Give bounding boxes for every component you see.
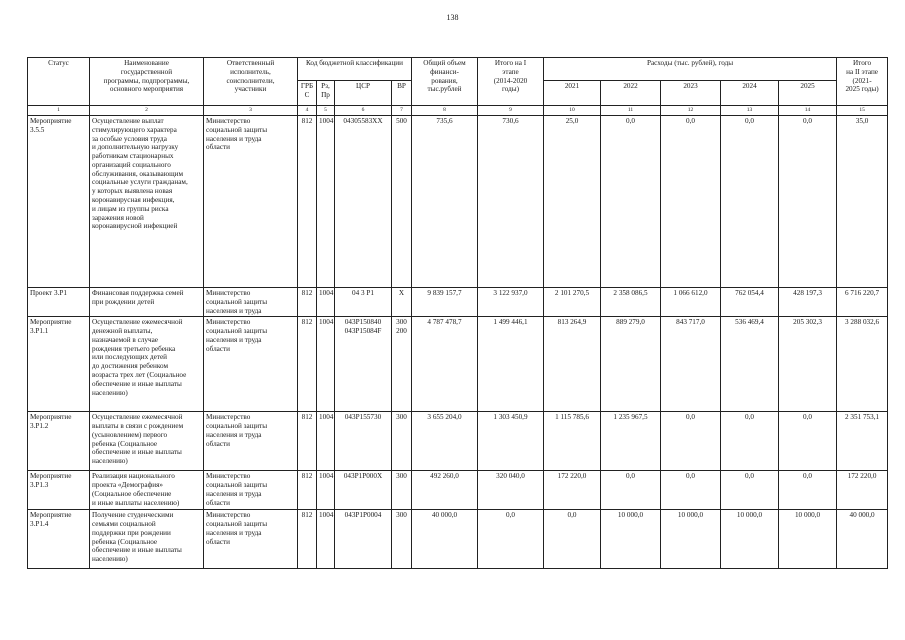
column-number: 6 — [335, 106, 392, 116]
cell-2021: 0,0 — [544, 510, 601, 569]
header-rz: Рз, Пр — [317, 81, 335, 106]
column-number: 12 — [661, 106, 721, 116]
cell-2025: 205 302,3 — [779, 317, 837, 412]
cell-2024: 10 000,0 — [721, 510, 779, 569]
header-row-1 — [28, 58, 888, 81]
cell-rz: 1004 — [317, 116, 335, 288]
column-number-row — [28, 106, 888, 116]
cell-total: 3 655 204,0 — [412, 412, 478, 471]
cell-grbs: 812 — [298, 471, 317, 510]
cell-name: Осуществление ежемесячной выплаты в связи с рождением (усыновлением) первого ребенка (Социальное обеспечение и иные выплаты населению) — [90, 412, 204, 471]
cell-2023: 10 000,0 — [661, 510, 721, 569]
cell-csr: 04305583ХХ — [335, 116, 392, 288]
header-vr: ВР — [392, 81, 412, 106]
column-number: 11 — [601, 106, 661, 116]
cell-grbs: 812 — [298, 288, 317, 317]
cell-grbs: 812 — [298, 317, 317, 412]
cell-2024: 0,0 — [721, 471, 779, 510]
table-row — [28, 412, 888, 471]
cell-total: 40 000,0 — [412, 510, 478, 569]
column-number: 13 — [721, 106, 779, 116]
header-status: Статус — [28, 58, 90, 106]
cell-csr: 043Р1Р000Х — [335, 471, 392, 510]
header-budget-code: Код бюджетной классификации — [298, 58, 412, 81]
header-name: Наименование государственной программы, подпрограммы, основного мероприятия — [90, 58, 204, 106]
page-number: 138 — [446, 13, 459, 22]
cell-status: Мероприятие 3.Р1.3 — [28, 471, 90, 510]
cell-2025: 0,0 — [779, 116, 837, 288]
cell-name: Получение студенческими семьями социальной поддержки при рождении ребенка (Социальное обеспечение и иные выплаты населению) — [90, 510, 204, 569]
cell-stage2: 2 351 753,1 — [837, 412, 888, 471]
cell-2023: 1 066 612,0 — [661, 288, 721, 317]
cell-grbs: 812 — [298, 412, 317, 471]
cell-total: 4 787 478,7 — [412, 317, 478, 412]
cell-responsible: Министерство социальной защиты населения и труда области — [204, 317, 298, 412]
cell-name: Осуществление ежемесячной денежной выплаты, назначаемой в случае рождения третьего ребенка или последующих детей до достижения ребенком возраста трех лет (Социальное обеспечение и иные выплаты населению) — [90, 317, 204, 412]
cell-vr: 500 — [392, 116, 412, 288]
column-number: 10 — [544, 106, 601, 116]
cell-2024: 0,0 — [721, 412, 779, 471]
column-number: 9 — [478, 106, 544, 116]
cell-vr: Х — [392, 288, 412, 317]
cell-2023: 0,0 — [661, 116, 721, 288]
budget-table — [27, 57, 888, 569]
cell-rz: 1004 — [317, 412, 335, 471]
cell-2024: 536 469,4 — [721, 317, 779, 412]
header-total-volume: Общий объем финанси- рования, тыс.рублей — [412, 58, 478, 106]
cell-2021: 25,0 — [544, 116, 601, 288]
cell-2025: 0,0 — [779, 412, 837, 471]
column-number: 3 — [204, 106, 298, 116]
cell-stage2: 3 288 032,6 — [837, 317, 888, 412]
header-year-2025: 2025 — [779, 81, 837, 106]
header-grbs: ГРБ С — [298, 81, 317, 106]
cell-2021: 813 264,9 — [544, 317, 601, 412]
cell-total: 735,6 — [412, 116, 478, 288]
cell-responsible: Министерство социальной защиты населения и труда области — [204, 116, 298, 288]
cell-stage2: 172 220,0 — [837, 471, 888, 510]
header-responsible: Ответственный исполнитель, соисполнители, участники — [204, 58, 298, 106]
cell-csr: 043Р1Р0004 — [335, 510, 392, 569]
column-number: 2 — [90, 106, 204, 116]
cell-total: 492 260,0 — [412, 471, 478, 510]
cell-2022: 0,0 — [601, 471, 661, 510]
cell-stage1: 1 303 450,9 — [478, 412, 544, 471]
header-stage1: Итого на I этапе (2014-2020 годы) — [478, 58, 544, 106]
cell-2025: 0,0 — [779, 471, 837, 510]
cell-status: Мероприятие 3.Р1.4 — [28, 510, 90, 569]
cell-vr: 300 200 — [392, 317, 412, 412]
cell-stage2: 6 716 220,7 — [837, 288, 888, 317]
cell-vr: 300 — [392, 510, 412, 569]
cell-stage1: 1 499 446,1 — [478, 317, 544, 412]
header-expenses: Расходы (тыс. рублей), годы — [544, 58, 837, 81]
cell-status: Мероприятие 3.5.5 — [28, 116, 90, 288]
cell-rz: 1004 — [317, 288, 335, 317]
header-year-2022: 2022 — [601, 81, 661, 106]
column-number: 15 — [837, 106, 888, 116]
cell-vr: 300 — [392, 412, 412, 471]
cell-stage1: 0,0 — [478, 510, 544, 569]
cell-csr: 04 3 Р1 — [335, 288, 392, 317]
cell-name: Реализация национального проекта «Демография» (Социальное обеспечение и иные выплаты населению) — [90, 471, 204, 510]
table-row — [28, 317, 888, 412]
cell-rz: 1004 — [317, 510, 335, 569]
column-number: 8 — [412, 106, 478, 116]
cell-vr: 300 — [392, 471, 412, 510]
cell-total: 9 839 157,7 — [412, 288, 478, 317]
cell-stage1: 730,6 — [478, 116, 544, 288]
cell-stage1: 3 122 937,0 — [478, 288, 544, 317]
column-number: 7 — [392, 106, 412, 116]
column-number: 1 — [28, 106, 90, 116]
cell-2024: 0,0 — [721, 116, 779, 288]
table-row — [28, 471, 888, 510]
cell-2022: 889 279,0 — [601, 317, 661, 412]
cell-2025: 428 197,3 — [779, 288, 837, 317]
header-year-2024: 2024 — [721, 81, 779, 106]
column-number: 4 — [298, 106, 317, 116]
cell-name: Финансовая поддержка семей при рождении детей — [90, 288, 204, 317]
cell-stage2: 35,0 — [837, 116, 888, 288]
cell-stage2: 40 000,0 — [837, 510, 888, 569]
cell-2022: 2 358 086,5 — [601, 288, 661, 317]
header-year-2023: 2023 — [661, 81, 721, 106]
cell-2022: 1 235 967,5 — [601, 412, 661, 471]
table-row — [28, 116, 888, 288]
cell-responsible: Министерство социальной защиты населения и труда области — [204, 510, 298, 569]
cell-2024: 762 054,4 — [721, 288, 779, 317]
cell-responsible: Министерство социальной защиты населения и труда области — [204, 471, 298, 510]
cell-rz: 1004 — [317, 471, 335, 510]
cell-2021: 1 115 785,6 — [544, 412, 601, 471]
cell-name: Осуществление выплат стимулирующего характера за особые условия труда и дополнительную нагрузку работникам стационарных организаций социального обслуживания, оказывающим социальные услуги гражданам, у которых выявлена новая коронавирусная инфекция, и лицам из группы риска заражения новой коронавирусной инфекцией — [90, 116, 204, 288]
cell-2023: 0,0 — [661, 471, 721, 510]
cell-csr: 043Р155730 — [335, 412, 392, 471]
cell-2023: 843 717,0 — [661, 317, 721, 412]
cell-2025: 10 000,0 — [779, 510, 837, 569]
cell-responsible: Министерство социальной защиты населения и труда — [204, 288, 298, 317]
cell-responsible: Министерство социальной защиты населения и труда области — [204, 412, 298, 471]
cell-csr: 043Р150840 043Р15084F — [335, 317, 392, 412]
cell-status: Мероприятие 3.Р1.1 — [28, 317, 90, 412]
table-row — [28, 288, 888, 317]
cell-stage1: 320 040,0 — [478, 471, 544, 510]
column-number: 14 — [779, 106, 837, 116]
table-row — [28, 510, 888, 569]
column-number: 5 — [317, 106, 335, 116]
header-year-2021: 2021 — [544, 81, 601, 106]
cell-2022: 0,0 — [601, 116, 661, 288]
cell-2022: 10 000,0 — [601, 510, 661, 569]
cell-2021: 172 220,0 — [544, 471, 601, 510]
cell-grbs: 812 — [298, 510, 317, 569]
cell-grbs: 812 — [298, 116, 317, 288]
header-csr: ЦСР — [335, 81, 392, 106]
cell-2023: 0,0 — [661, 412, 721, 471]
cell-status: Проект 3.Р1 — [28, 288, 90, 317]
cell-status: Мероприятие 3.Р1.2 — [28, 412, 90, 471]
header-stage2: Итого на II этапе (2021- 2025 годы) — [837, 58, 888, 106]
cell-2021: 2 101 270,5 — [544, 288, 601, 317]
cell-rz: 1004 — [317, 317, 335, 412]
